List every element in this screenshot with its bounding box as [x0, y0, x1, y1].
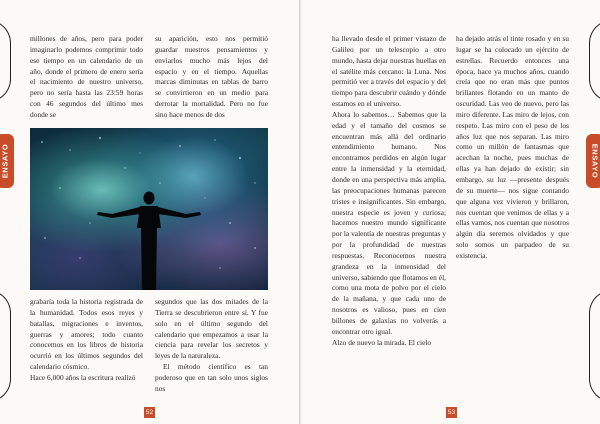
- paragraph: Alzo de nuevo la mirada. El cielo: [332, 337, 432, 347]
- left-col2-bottom: [155, 297, 268, 395]
- section-tab-left: [0, 134, 14, 188]
- paragraph: ha dejado atrás el tinte rosado y en su lugar se ha colocado un ejército de estrellas. Recuerdo entonces una época, hace ya muchos años, cuando creía que no eran más que puntos brillantes flotando en un manto de oscuridad. Las veo de nuevo, pero las miro diferente. Las miro de lejos, con respeto. Las miro con el peso de los años luz que nos separan. Las miro como un millón de fantasmas que acechan la noche, pues muchas de ellas ya han dejado de existir; sin embargo, su luz —presente después de su muerte— nos sigue contando que alguna vez vivieron y brillaron, nos cuentan que venimos de ellas y a ellas vamos, nos cuentan que nosotros algún día seremos olvidados y que solo somos un parpadeo de su existencia.: [456, 34, 569, 260]
- left-col1-top: [30, 34, 143, 121]
- page-number-left: 52: [145, 409, 154, 416]
- section-tab-right: [586, 134, 600, 188]
- left-col1-bottom: [30, 297, 143, 384]
- section-tab-label: ENSAYO: [590, 143, 600, 179]
- paragraph: El método científico es tan poderoso que en tan solo unos siglos nos: [155, 362, 268, 393]
- paragraph: Hace 6,000 años la escritura realizó: [30, 372, 136, 382]
- decorative-curve: [0, 290, 11, 402]
- silhouette-figure: [30, 128, 268, 290]
- paragraph: segundos que las dos mitades de la Tierra se descubrieron entre sí. Y fue solo en el último segundo del calendario que empezamos a usar la ciencia para revelar los secretos y leyes de la naturaleza.: [155, 297, 268, 361]
- paragraph: grabaría toda la historia registrada de la humanidad. Todos esos reyes y batallas, migraciones e inventos, guerras y amores; todo cuanto conocemos en los libros de historia ocurrió en los últimos segundos del calendario cósmico.: [30, 297, 143, 372]
- paragraph: su aparición, esto nos permitió guardar nuestros pensamientos y enviarlos mucho más lejos del espacio y en el tiempo. Aquellas marcas diminutas en tablas de barro se convirtieron en un medio para derrotar la mortalidad. Pero no fue sino hace menos de dos: [155, 34, 268, 119]
- page-number-right: 53: [447, 409, 456, 416]
- decorative-curve: [589, 20, 600, 102]
- section-tab-label: ENSAYO: [0, 143, 10, 179]
- galaxy-photo: [30, 128, 268, 290]
- left-col2-top: [155, 34, 268, 121]
- decorative-curve: [589, 290, 600, 402]
- right-page: [301, 0, 600, 424]
- decorative-curve: [0, 20, 11, 102]
- paragraph: Ahora lo sabemos… Sabemos que la edad y el tamaño del cosmos se encuentran más allá del ordinario entendimiento humano. Nos encontramos perdidos en algún lugar entre la inmensidad y la eternidad, donde en una perspectiva más amplia, las preocupaciones humanas parecen tristes e insignificantes. Sin embargo, nuestra especie es joven y curiosa; hacemos nuestro mundo significante por la valentía de nuestras preguntas y por la profundidad de nuestras respuestas. Reconocemos nuestra grandeza en la inmensidad del universo, sabiendo que flotamos en él, como una mota de polvo por el cielo de la mañana, y que cada uno de nosotros es valioso, pues en cien billones de galaxias no volverás a encontrar otro igual.: [332, 109, 446, 336]
- paragraph: ha llevado desde el primer vistazo de Galileo por un telescopio a otro mundo, hasta dejar nuestras huellas en el satélite más cercano: la Luna. Nos permitió ver a través del espacio y del tiempo para descubrir cuándo y dónde estamos en el universo.: [332, 34, 446, 109]
- right-col2: [456, 34, 569, 262]
- paragraph: millones de años, pero para poder imaginarlo podemos comprimir todo ese tiempo en un calendario de un año, donde el primero de enero sería el nacimiento de nuestro universo, pero no sería hasta las 23:59 horas con 46 segundos del último mes donde se: [30, 34, 143, 119]
- right-col1: [332, 34, 446, 348]
